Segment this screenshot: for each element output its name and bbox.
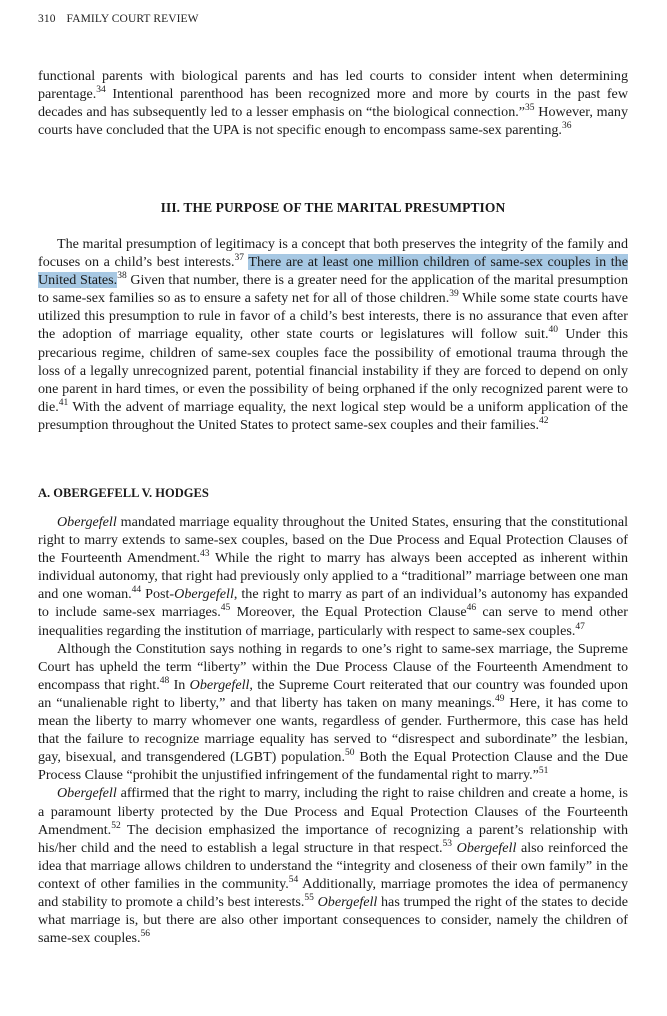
footnote-ref[interactable]: 46 [466, 603, 477, 614]
case-name: Obergefell [456, 839, 517, 856]
case-name: Obergefell [174, 586, 234, 603]
text-run: While the right to marry has always been accepted as inherent within individual autonomy, that right had previously only applied to a “traditional” marriage between one man and one woman. [38, 550, 628, 603]
intro-paragraph-block [38, 67, 628, 139]
text-run: The marital presumption of legitimacy is a concept that both preserves the integrity of the family and focuses on a child’s best interests. [38, 236, 628, 271]
footnote-ref[interactable]: 36 [561, 121, 572, 132]
text-run: The decision emphasized the importance of recognizing a parent’s relationship with his/her child and the need to establish a legal structure in that respect. [38, 821, 628, 856]
subsection-heading: A. OBERGEFELL V. HODGES [38, 486, 209, 500]
text-run: Here, it has come to mean the liberty to marry whomever one wants, regardless of gender. Furthermore, this case has held that the failure to recognize marriage equality has served to “disrespect and subordinate” the lesbian, gay, bisexual, and transgendered (LGBT) population. [38, 694, 628, 766]
footnote-ref[interactable]: 49 [495, 693, 505, 704]
section-heading: III. THE PURPOSE OF THE MARITAL PRESUMPTION [160, 200, 506, 215]
footnote-ref[interactable]: 53 [442, 838, 453, 849]
case-name: Obergefell [57, 514, 117, 530]
journal-title: FAMILY COURT REVIEW [66, 13, 199, 25]
page-number: 310 [38, 13, 56, 25]
text-run: mandated marriage equality throughout the United States, ensuring that the constitutional right to marry extends to same-sex couples, based on the Due Process and Equal Protection Clauses of the Fourteenth Amendment. [38, 514, 628, 567]
paragraph [38, 235, 628, 434]
footnote-ref[interactable]: 48 [159, 675, 170, 686]
text-run: Both the Equal Protection Clause and the Due Process Clause “prohibit the unjustified infringement of the fundamental right to marry.” [38, 749, 628, 784]
text-run: While some state courts have utilized this presumption to rule in favor of a child’s best interests, there is no assurance that even after the adoption of marriage equality, other state courts or legislatures will follow suit. [38, 290, 628, 343]
footnote-ref[interactable]: 55 [304, 892, 314, 903]
paragraph [38, 784, 628, 947]
footnote-ref[interactable]: 35 [525, 103, 535, 114]
text-run: also reinforced the idea that marriage allows children to understand the “integrity and closeness of their own family” in the context of other families in the community. [38, 839, 628, 892]
paragraph [38, 67, 628, 139]
text-run: Moreover, the Equal Protection Clause [230, 604, 467, 621]
footnote-ref[interactable]: 37 [234, 253, 245, 264]
footnote-ref[interactable]: 39 [449, 289, 459, 300]
text-run: affirmed that the right to marry, including the right to raise children and create a home, is a paramount liberty protected by the Due Process and Equal Protection Clauses of the Fourteenth Amendment. [38, 785, 628, 838]
running-head [38, 13, 199, 25]
text-run: can serve to mend other inequalities regarding the institution of marriage, particularly with respect to same-sex couples. [38, 604, 628, 639]
footnote-ref[interactable]: 41 [58, 397, 69, 408]
footnote-ref[interactable]: 47 [575, 621, 585, 632]
footnote-ref[interactable]: 56 [140, 929, 151, 940]
footnote-ref[interactable]: 34 [96, 85, 106, 96]
footnote-ref[interactable]: 40 [548, 325, 558, 336]
text-run: , the Supreme Court reiterated that our country was founded upon an “unalienable right to liberty,” and that liberty has taken on many meanings. [38, 676, 628, 711]
footnote-ref[interactable]: 45 [220, 603, 231, 614]
text-run: functional parents with biological parents and has led courts to consider intent when determining parentage. [38, 68, 628, 103]
case-name: Obergefell [189, 676, 250, 693]
case-name: Obergefell [57, 785, 117, 802]
footnote-ref[interactable]: 42 [539, 415, 549, 426]
text-run: In [169, 676, 190, 693]
text-run: has trumped the right of the states to decide what marriage is, but there are also other important consequences to consider, namely the children of same-sex couples. [38, 893, 628, 947]
text-run: Given that number, there is a greater need for the application of the marital presumption to same-sex families so as to ensure a safety net for all of those children. [38, 272, 628, 307]
case-name: Obergefell [317, 893, 378, 910]
paragraph [38, 640, 628, 785]
footnote-ref[interactable]: 43 [200, 549, 210, 560]
text-run: With the advent of marriage equality, the next logical step would be a uniform application of the presumption throughout the United States to protect same-sex couples and their families. [38, 398, 628, 433]
paragraph [38, 513, 628, 640]
footnote-ref[interactable]: 38 [117, 271, 127, 282]
footnote-ref[interactable]: 54 [288, 874, 299, 885]
text-run: Intentional parenthood has been recognized more and more by courts in the past few decades and has subsequently led to a lesser emphasis on “the biological connection.” [38, 86, 628, 121]
text-run: Additionally, marriage promotes the idea of permanency and stability to promote a child’s best interests. [38, 875, 628, 910]
footnote-ref[interactable]: 52 [111, 820, 121, 831]
text-run: However, many courts have concluded that the UPA is not specific enough to encompass same-sex parenting. [38, 104, 628, 139]
subsection-paragraph-block [38, 513, 628, 947]
text-run: Although the Constitution says nothing in regards to one’s right to same-sex marriage, the Supreme Court has upheld the term “liberty” within the Due Process Clause of the Fourteenth Amendment to encompass that right. [38, 640, 628, 693]
footnote-ref[interactable]: 50 [345, 748, 355, 759]
footnote-ref[interactable]: 44 [131, 585, 142, 596]
highlighted-text[interactable]: There are at least one million children of same-sex couples in the United States. [38, 254, 628, 289]
text-run: , the right to marry as part of an individual’s autonomy has expanded to include same-sex marriages. [38, 586, 628, 621]
text-run: Post- [141, 586, 175, 603]
text-run: Under this precarious regime, children of same-sex couples face the possibility of emotional trauma through the loss of a legally unrecognized parent, potential financial instability if they are forced to depend on only one parent in hard times, or even the possibility of being orphaned if the only recognized parent were to die. [38, 326, 628, 415]
footnote-ref[interactable]: 51 [538, 766, 549, 777]
section-paragraph-block [38, 235, 628, 434]
